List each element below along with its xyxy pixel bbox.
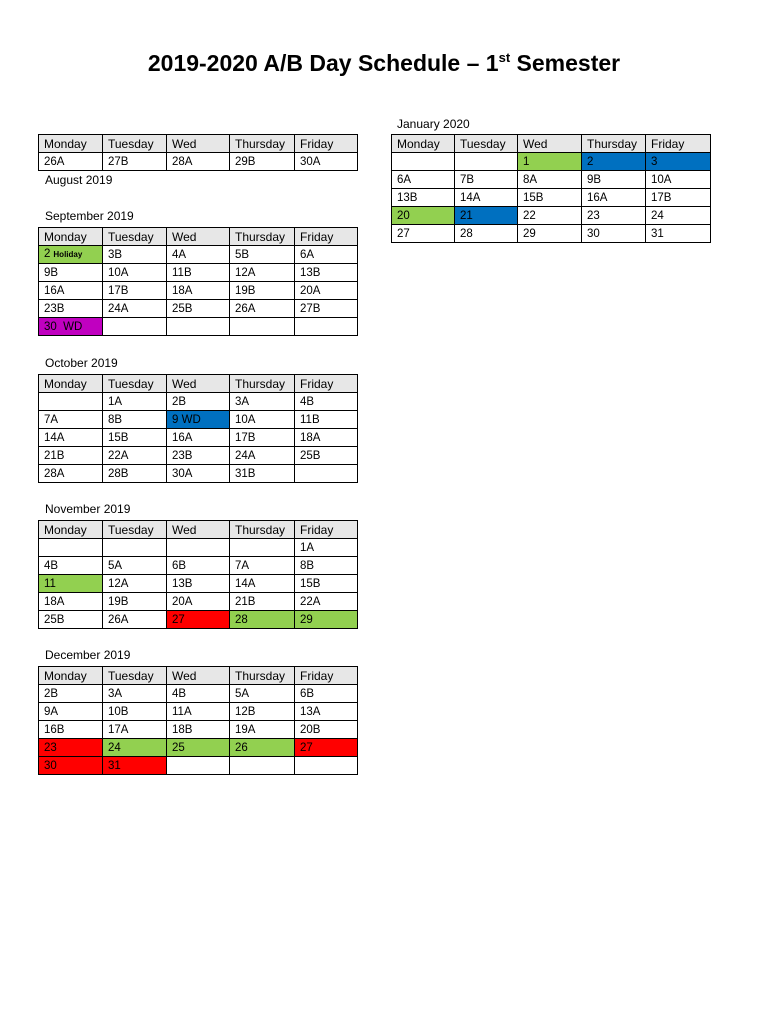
header-monday: Monday [392,135,455,153]
month-label-december: December 2019 [45,648,131,662]
day-cell: 30A [167,465,230,483]
day-cell: 3A [230,393,295,411]
week-row [39,429,358,447]
day-cell: 31 [646,225,711,243]
day-cell: 13A [295,703,358,721]
month-label-october: October 2019 [45,356,118,370]
day-cell-holiday: 26 [230,739,295,757]
day-cell: 15B [295,575,358,593]
day-cell: 5A [230,685,295,703]
header-thursday: Thursday [230,667,295,685]
day-cell: 17B [230,429,295,447]
header-row [39,375,358,393]
day-cell: 9B [39,264,103,282]
week-row [39,557,358,575]
week-row [39,739,358,757]
day-cell [39,539,103,557]
day-cell: 23B [39,300,103,318]
header-monday: Monday [39,135,103,153]
day-cell: 11B [295,411,358,429]
week-row [39,264,358,282]
header-tuesday: Tuesday [103,667,167,685]
day-cell-holiday: 2 Holiday [39,246,103,264]
day-cell: 7A [230,557,295,575]
day-cell: 5B [230,246,295,264]
day-cell: 29B [230,153,295,171]
week-row [39,318,358,336]
day-cell: 16A [167,429,230,447]
day-cell: 14A [455,189,518,207]
header-friday: Friday [646,135,711,153]
day-cell: 13B [295,264,358,282]
day-cell: 4A [167,246,230,264]
day-cell: 14A [39,429,103,447]
day-cell: 18A [295,429,358,447]
day-cell: 29 [518,225,582,243]
day-cell-break: 27 [295,739,358,757]
day-cell: 28A [39,465,103,483]
header-thursday: Thursday [230,228,295,246]
week-row [39,721,358,739]
header-friday: Friday [295,667,358,685]
day-cell: 17A [103,721,167,739]
day-cell: 22A [103,447,167,465]
day-cell: 17B [103,282,167,300]
day-cell [103,539,167,557]
day-cell: 6B [167,557,230,575]
week-row [39,611,358,629]
header-row [39,135,358,153]
day-cell: 9A [39,703,103,721]
day-cell: 6B [295,685,358,703]
month-label-september: September 2019 [45,209,134,223]
day-cell: 1A [103,393,167,411]
day-cell-break: 23 [39,739,103,757]
header-tuesday: Tuesday [103,521,167,539]
day-cell: 18A [39,593,103,611]
day-cell: 22 [518,207,582,225]
day-cell: 16B [39,721,103,739]
header-row [39,228,358,246]
week-row [39,575,358,593]
day-cell: 30A [295,153,358,171]
day-cell: 4B [39,557,103,575]
day-cell: 21B [39,447,103,465]
day-cell: 7A [39,411,103,429]
day-cell: 19B [103,593,167,611]
day-cell: 7B [455,171,518,189]
day-cell: 5A [103,557,167,575]
header-friday: Friday [295,521,358,539]
day-cell-holiday: 29 [295,611,358,629]
day-cell: 10A [230,411,295,429]
calendar-october [38,374,358,483]
day-cell: 27 [392,225,455,243]
header-row [39,667,358,685]
day-cell: 2B [167,393,230,411]
week-row [39,393,358,411]
day-cell: 3A [103,685,167,703]
week-row [39,685,358,703]
day-cell: 11A [167,703,230,721]
day-cell: 15B [103,429,167,447]
day-cell: 13B [392,189,455,207]
header-thursday: Thursday [230,375,295,393]
day-cell [39,393,103,411]
day-cell-holiday: 28 [230,611,295,629]
header-wed: Wed [167,667,230,685]
day-cell: 31B [230,465,295,483]
calendar-august [38,134,358,171]
day-cell-workday: 3 [646,153,711,171]
day-cell: 17B [646,189,711,207]
header-tuesday: Tuesday [455,135,518,153]
header-wed: Wed [167,135,230,153]
header-tuesday: Tuesday [103,135,167,153]
header-row [39,521,358,539]
day-cell: 10B [103,703,167,721]
day-cell: 15B [518,189,582,207]
day-cell: 18A [167,282,230,300]
calendar-january [391,134,711,243]
day-cell-workday: 21 [455,207,518,225]
day-cell-holiday: 1 [518,153,582,171]
header-friday: Friday [295,228,358,246]
header-wed: Wed [167,521,230,539]
day-cell-workday: 2 [582,153,646,171]
week-row [392,189,711,207]
header-friday: Friday [295,375,358,393]
day-cell: 26A [103,611,167,629]
header-monday: Monday [39,667,103,685]
day-cell-break: 30 [39,757,103,775]
day-cell: 24 [646,207,711,225]
day-cell: 20B [295,721,358,739]
header-monday: Monday [39,521,103,539]
day-cell: 14A [230,575,295,593]
day-cell: 12A [230,264,295,282]
day-cell [230,539,295,557]
month-label-august: August 2019 [45,173,113,187]
day-cell: 6A [392,171,455,189]
day-cell [295,465,358,483]
day-cell [103,318,167,336]
header-thursday: Thursday [230,521,295,539]
day-cell: 11B [167,264,230,282]
week-row [392,153,711,171]
day-cell: 9B [582,171,646,189]
week-row [39,300,358,318]
day-cell: 23B [167,447,230,465]
day-cell [295,757,358,775]
day-cell: 4B [295,393,358,411]
day-cell-workday: 30 WD [39,318,103,336]
day-cell: 21B [230,593,295,611]
week-row [39,593,358,611]
day-cell: 2B [39,685,103,703]
header-wed: Wed [167,228,230,246]
header-row [392,135,711,153]
calendar-november [38,520,358,629]
day-cell-break: 31 [103,757,167,775]
day-cell: 20A [167,593,230,611]
day-cell: 28B [103,465,167,483]
day-cell: 25B [39,611,103,629]
month-label-january: January 2020 [397,117,470,131]
week-row [392,225,711,243]
calendar-september [38,227,358,336]
day-cell-holiday: 20 [392,207,455,225]
day-cell-holiday: 11 [39,575,103,593]
day-cell: 4B [167,685,230,703]
day-cell: 16A [582,189,646,207]
month-label-november: November 2019 [45,502,131,516]
day-cell: 20A [295,282,358,300]
day-cell: 25B [167,300,230,318]
day-cell: 28A [167,153,230,171]
header-wed: Wed [167,375,230,393]
header-wed: Wed [518,135,582,153]
day-cell [295,318,358,336]
day-cell: 6A [295,246,358,264]
day-cell: 10A [646,171,711,189]
day-cell: 16A [39,282,103,300]
day-cell: 24A [230,447,295,465]
day-cell: 12B [230,703,295,721]
day-cell: 22A [295,593,358,611]
day-cell: 23 [582,207,646,225]
week-row [39,447,358,465]
day-cell: 10A [103,264,167,282]
day-cell [167,318,230,336]
header-monday: Monday [39,228,103,246]
calendar-december [38,666,358,775]
day-cell: 13B [167,575,230,593]
day-cell: 24A [103,300,167,318]
day-cell: 26A [230,300,295,318]
day-cell: 1A [295,539,358,557]
week-row [39,282,358,300]
week-row [39,153,358,171]
week-row [39,703,358,721]
header-thursday: Thursday [582,135,646,153]
page-title: 2019-2020 A/B Day Schedule – 1st Semester [147,50,621,76]
header-tuesday: Tuesday [103,228,167,246]
day-cell: 28 [455,225,518,243]
header-thursday: Thursday [230,135,295,153]
day-cell: 18B [167,721,230,739]
week-row [39,757,358,775]
day-cell: 12A [103,575,167,593]
week-row [39,539,358,557]
header-friday: Friday [295,135,358,153]
day-cell [167,757,230,775]
week-row [39,465,358,483]
header-tuesday: Tuesday [103,375,167,393]
day-cell [167,539,230,557]
day-cell-holiday: 25 [167,739,230,757]
header-monday: Monday [39,375,103,393]
day-cell: 27B [295,300,358,318]
day-cell: 27B [103,153,167,171]
day-cell: 8B [103,411,167,429]
holiday-note: Holiday [53,250,83,259]
week-row [39,246,358,264]
day-cell: 19B [230,282,295,300]
day-cell: 26A [39,153,103,171]
day-cell-break: 27 [167,611,230,629]
week-row [392,207,711,225]
week-row [39,411,358,429]
day-cell [230,318,295,336]
day-cell: 8B [295,557,358,575]
day-cell [392,153,455,171]
day-cell: 25B [295,447,358,465]
day-cell: 30 [582,225,646,243]
day-cell [455,153,518,171]
day-cell-workday: 9 WD [167,411,230,429]
day-cell-holiday: 24 [103,739,167,757]
day-cell: 19A [230,721,295,739]
day-cell: 3B [103,246,167,264]
day-cell [230,757,295,775]
day-cell: 8A [518,171,582,189]
week-row [392,171,711,189]
